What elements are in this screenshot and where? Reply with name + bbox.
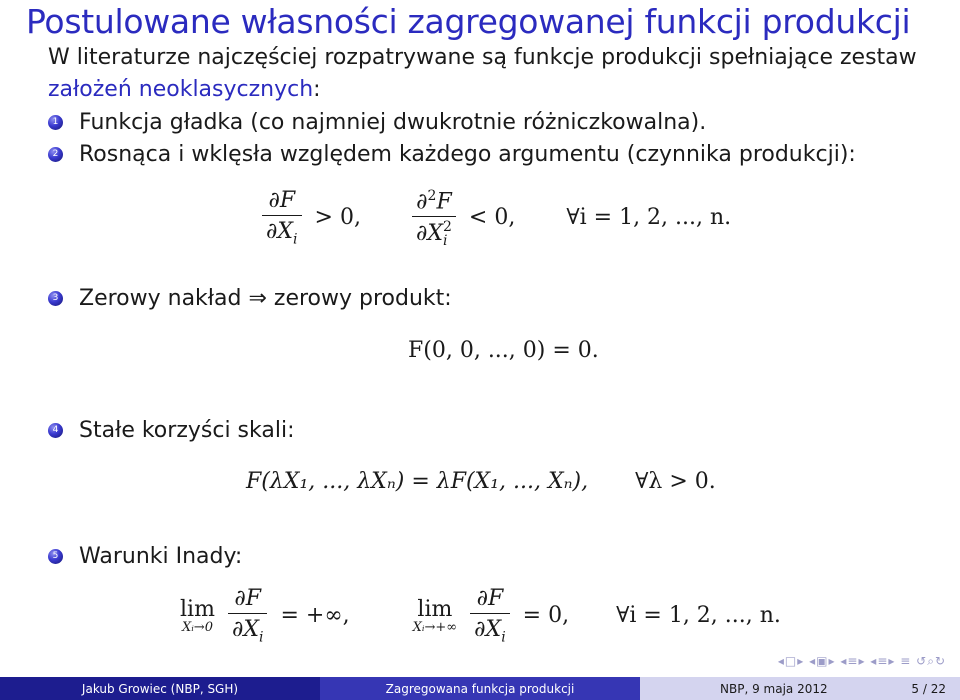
intro-text (48, 42, 928, 106)
footer (0, 677, 960, 700)
nav-slide-box-icon: ▣ (816, 654, 829, 668)
equation-monotonic-concave (262, 188, 731, 248)
navigation-bar (778, 654, 946, 669)
limit-infinity: lim Xᵢ→+∞ (412, 596, 458, 635)
nav-align-icon[interactable]: ≡ (900, 654, 912, 668)
list-item-1 (48, 110, 706, 135)
item-number-ball: 5 (48, 549, 63, 564)
list-item-text: Funkcja gładka (co najmniej dwukrotnie różniczkowalna). (79, 110, 707, 135)
crs-lhs: F(λX₁, ..., λXₙ) = λF(X₁, ..., Xₙ), (246, 469, 589, 494)
inada-forall: ∀i = 1, 2, ..., n. (616, 602, 781, 628)
intro-end: : (313, 77, 321, 102)
forall-index: ∀i = 1, 2, ..., n. (566, 205, 732, 231)
inada-derivative-2: $\frac{\partial F}{\partial X_i}$ (470, 586, 510, 645)
footer-date: NBP, 9 maja 2012 (720, 681, 828, 696)
first-derivative: $\frac{\partial F}{\partial X_i}$ (262, 188, 302, 247)
equation-inada (180, 586, 781, 645)
nav-next-frame-icon[interactable]: ▸ (797, 654, 805, 668)
list-item-2 (48, 142, 856, 167)
second-derivative: ∂$^2$F ∂X 2 i (412, 188, 456, 248)
limit-zero: lim Xᵢ→0 (180, 596, 215, 635)
item-number-ball: 2 (48, 147, 63, 162)
nav-back-icon[interactable]: ↺ (916, 654, 928, 668)
inada-relation-2: = 0, (522, 602, 570, 628)
list-item-3 (48, 286, 452, 311)
nav-prev-frame-icon[interactable]: ◂ (777, 654, 785, 668)
intro-start: W literaturze najczęściej rozpatrywane są funkcje produkcji spełniające zestaw (48, 45, 917, 70)
inada-derivative-1: $\frac{\partial F}{\partial X_i}$ (228, 586, 268, 645)
first-derivative-relation: > 0, (314, 205, 361, 231)
nav-next-subsection-icon[interactable]: ▸ (888, 654, 896, 668)
inada-relation-1: = +∞, (280, 602, 350, 628)
second-derivative-relation: < 0, (468, 205, 516, 231)
nav-prev-subsection-icon[interactable]: ◂ (870, 654, 878, 668)
list-item-text: Rosnąca i wklęsła względem każdego argumentu (czynnika produkcji): (79, 142, 856, 167)
list-item-5 (48, 544, 242, 569)
list-item-text: Warunki Inady: (79, 544, 243, 569)
nav-forward-icon[interactable]: ↻ (934, 654, 946, 668)
footer-talk-title: Zagregowana funkcja produkcji (320, 677, 640, 700)
item-number-ball: 1 (48, 115, 63, 130)
footer-page-number: 5 / 22 (911, 681, 946, 696)
nav-prev-slide-icon[interactable]: ◂ (809, 654, 817, 668)
crs-forall: ∀λ > 0. (635, 469, 716, 494)
slide-title: Postulowane własności zagregowanej funkcji produkcji (26, 2, 911, 41)
intro-highlight: założeń neoklasycznych (48, 77, 314, 102)
equation-zero-input: F(0, 0, ..., 0) = 0. (408, 338, 599, 363)
nav-next-slide-icon[interactable]: ▸ (828, 654, 836, 668)
nav-search-icon[interactable]: ⌕ (927, 654, 935, 668)
nav-section-icon: ≡ (847, 654, 859, 668)
item-number-ball: 3 (48, 291, 63, 306)
list-item-4 (48, 418, 294, 443)
nav-next-section-icon[interactable]: ▸ (858, 654, 866, 668)
item-number-ball: 4 (48, 423, 63, 438)
nav-prev-section-icon[interactable]: ◂ (840, 654, 848, 668)
footer-author: Jakub Growiec (NBP, SGH) (0, 677, 320, 700)
list-item-text: Zerowy nakład ⇒ zerowy produkt: (79, 286, 452, 311)
nav-subsection-icon: ≡ (877, 654, 889, 668)
list-item-text: Stałe korzyści skali: (79, 418, 295, 443)
equation-constant-returns (246, 469, 716, 494)
nav-frame-box-icon: □ (784, 654, 798, 668)
footer-meta (640, 677, 960, 700)
